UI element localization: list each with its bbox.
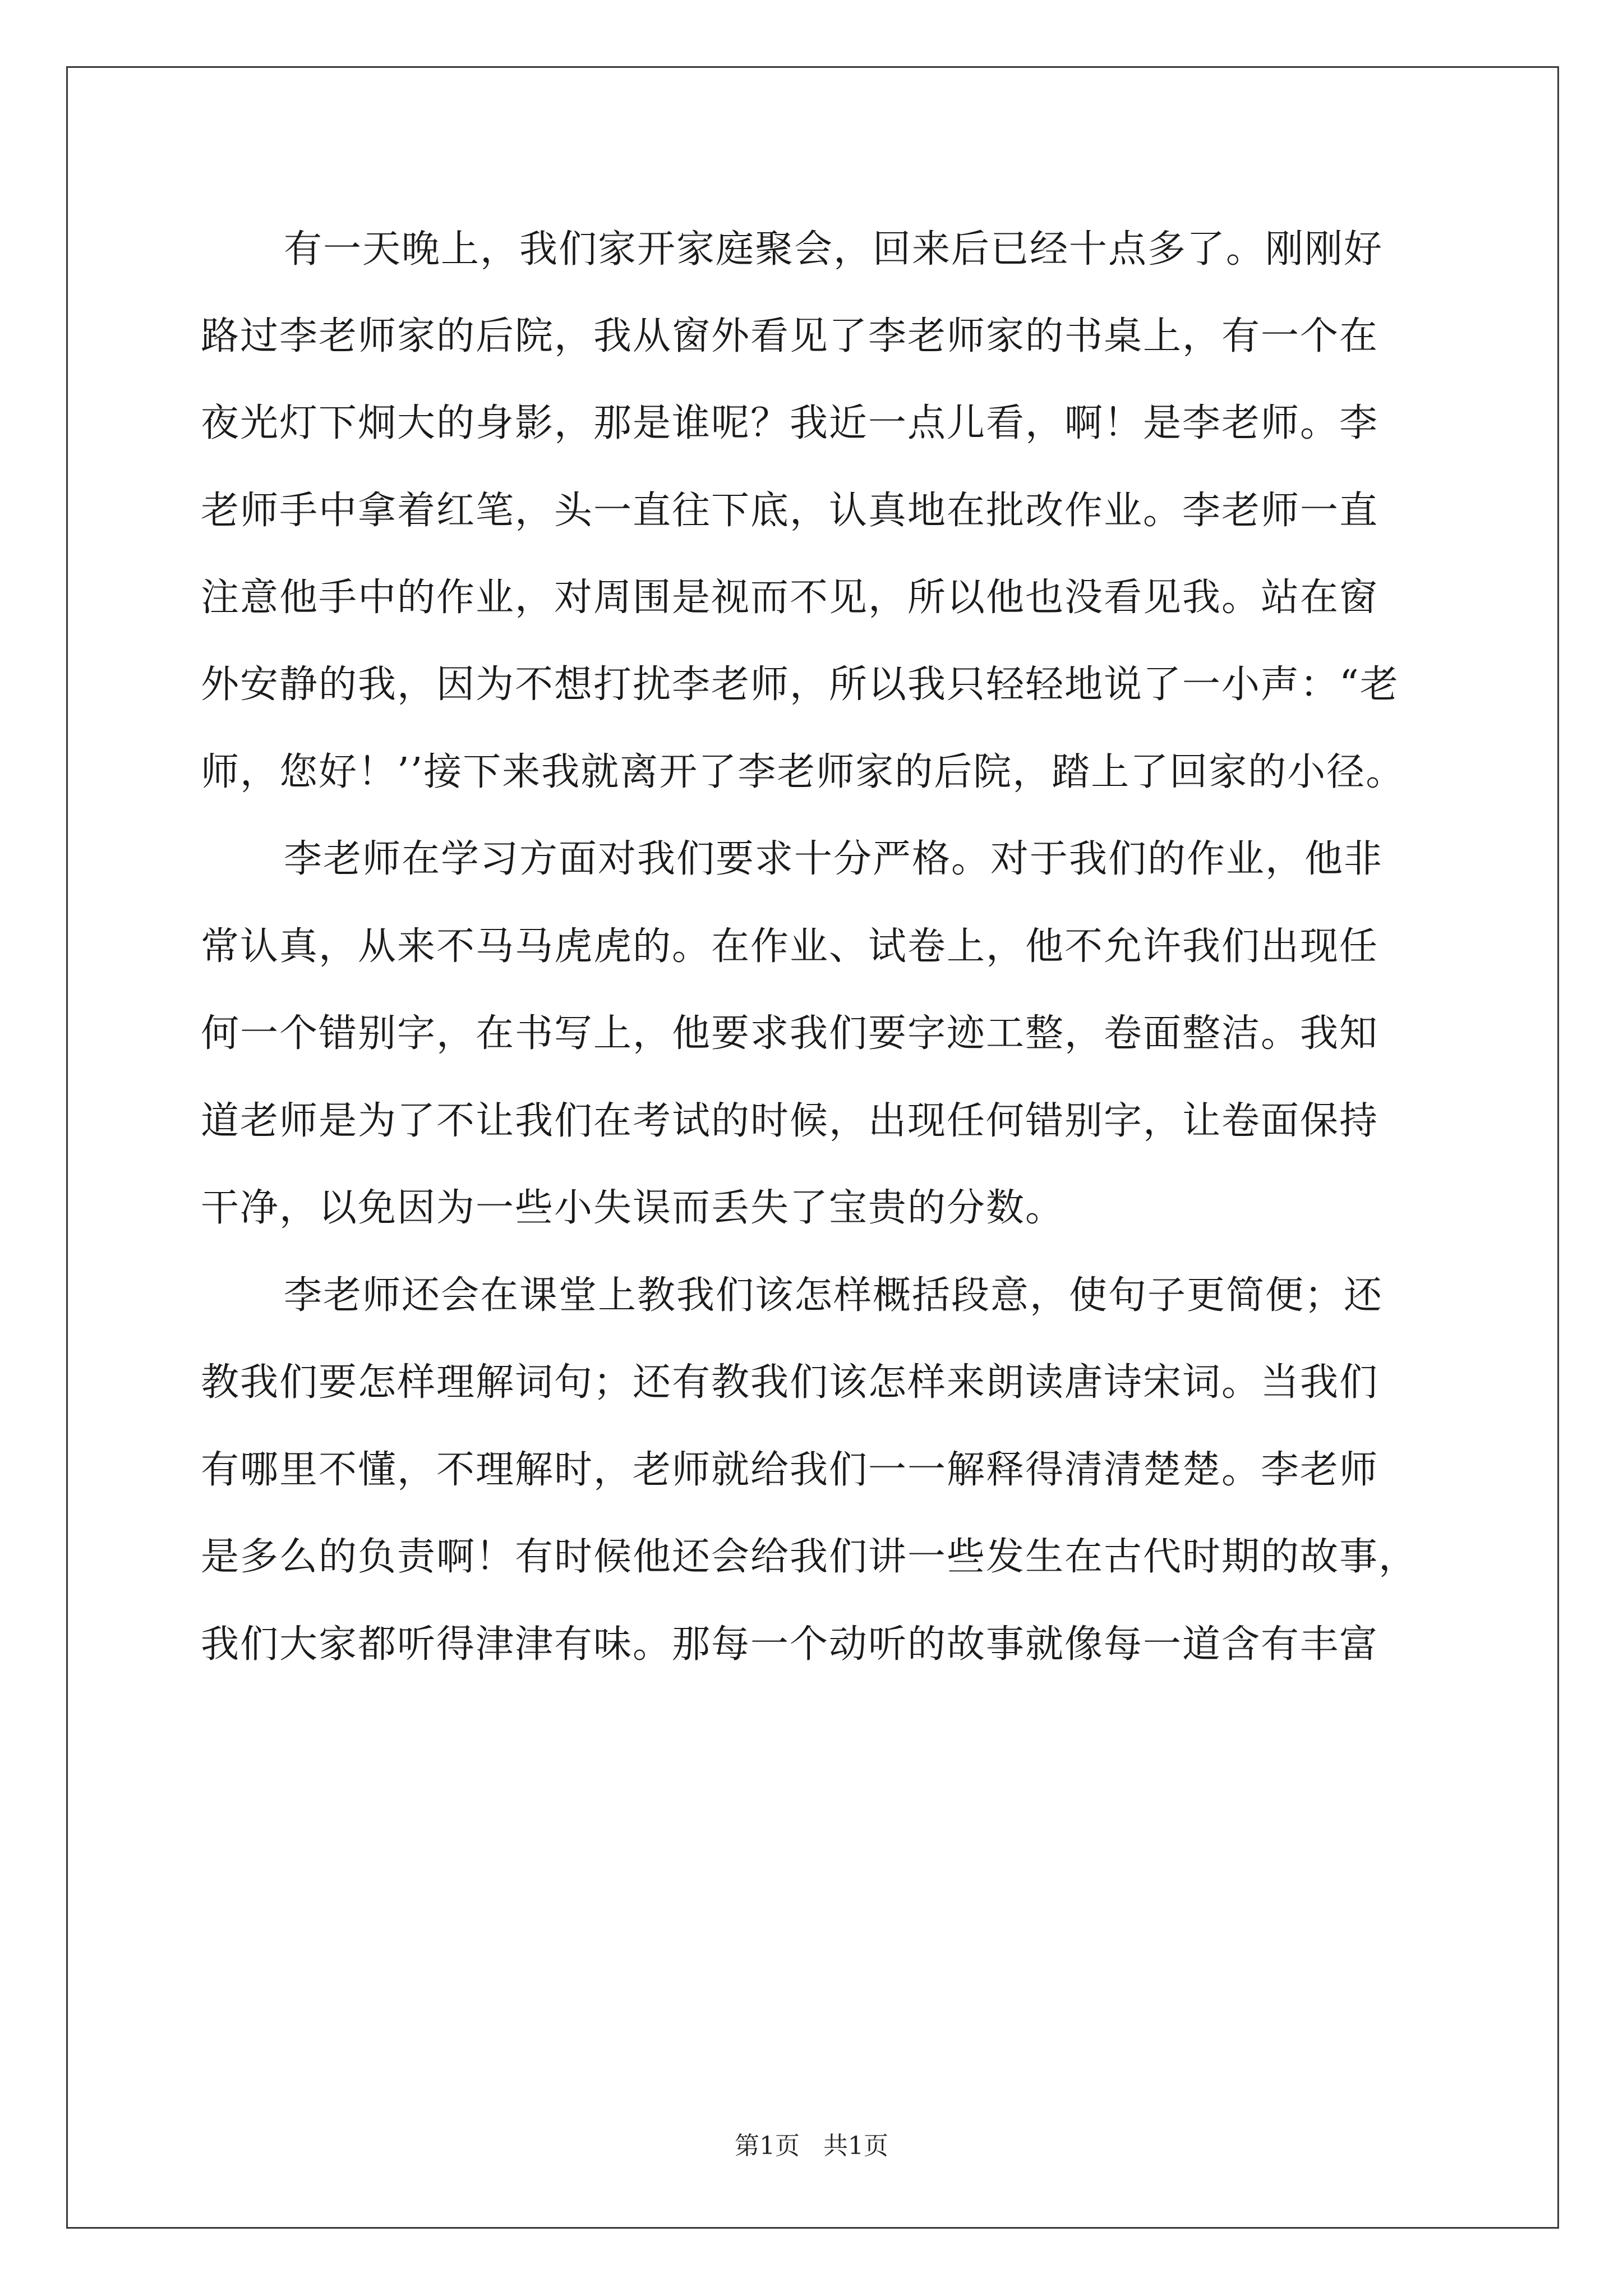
paragraph-2-line-3: 何一个错别字，在书写上，他要求我们要字迹工整，卷面整洁。我知 <box>201 1011 1379 1056</box>
paragraph-3-line-4: 是多么的负责啊！有时候他还会给我们讲一些发生在古代时期的故事， <box>201 1535 1418 1579</box>
paragraph-1-line-2: 路过李老师家的后院，我从窗外看见了李老师家的书桌上，有一个在 <box>201 314 1379 358</box>
paragraph-1-line-5: 注意他手中的作业，对周围是视而不见，所以他也没看见我。站在窗 <box>201 576 1379 620</box>
paragraph-3-line-5: 我们大家都听得津津有味。那每一个动听的故事就像每一道含有丰富 <box>201 1622 1379 1667</box>
paragraph-1-line-6: 外安静的我，因为不想打扰李老师，所以我只轻轻地说了一小声：“老 <box>201 662 1399 707</box>
paragraph-1-line-7: 师，您好！’’接下来我就离开了李老师家的后院，踏上了回家的小径。 <box>201 750 1405 794</box>
paragraph-2-line-4: 道老师是为了不让我们在考试的时候，出现任何错别字，让卷面保持 <box>201 1099 1379 1143</box>
paragraph-3-line-3: 有哪里不懂，不理解时，老师就给我们一一解释得清清楚楚。李老师 <box>201 1448 1379 1492</box>
paragraph-3-line-1: 李老师还会在课堂上教我们该怎样概括段意，使句子更简便；还 <box>284 1273 1384 1318</box>
paragraph-1-line-1: 有一天晚上，我们家开家庭聚会，回来后已经十点多了。刚刚好 <box>284 227 1384 272</box>
paragraph-1-line-3: 夜光灯下炯大的身影，那是谁呢？我近一点儿看，啊！是李老师。李 <box>201 401 1379 445</box>
paragraph-2-line-5: 干净，以免因为一些小失误而丢失了宝贵的分数。 <box>201 1186 1065 1230</box>
paragraph-2-line-1: 李老师在学习方面对我们要求十分严格。对于我们的作业，他非 <box>284 837 1384 881</box>
page-border <box>66 66 1559 2229</box>
page-number-footer: 第1页 共1页 <box>735 2132 888 2160</box>
paragraph-2-line-2: 常认真，从来不马马虎虎的。在作业、试卷上，他不允许我们出现任 <box>201 924 1379 969</box>
paragraph-3-line-2: 教我们要怎样理解词句；还有教我们该怎样来朗读唐诗宋词。当我们 <box>201 1360 1379 1405</box>
paragraph-1-line-4: 老师手中拿着红笔，头一直往下底，认真地在批改作业。李老师一直 <box>201 489 1379 533</box>
